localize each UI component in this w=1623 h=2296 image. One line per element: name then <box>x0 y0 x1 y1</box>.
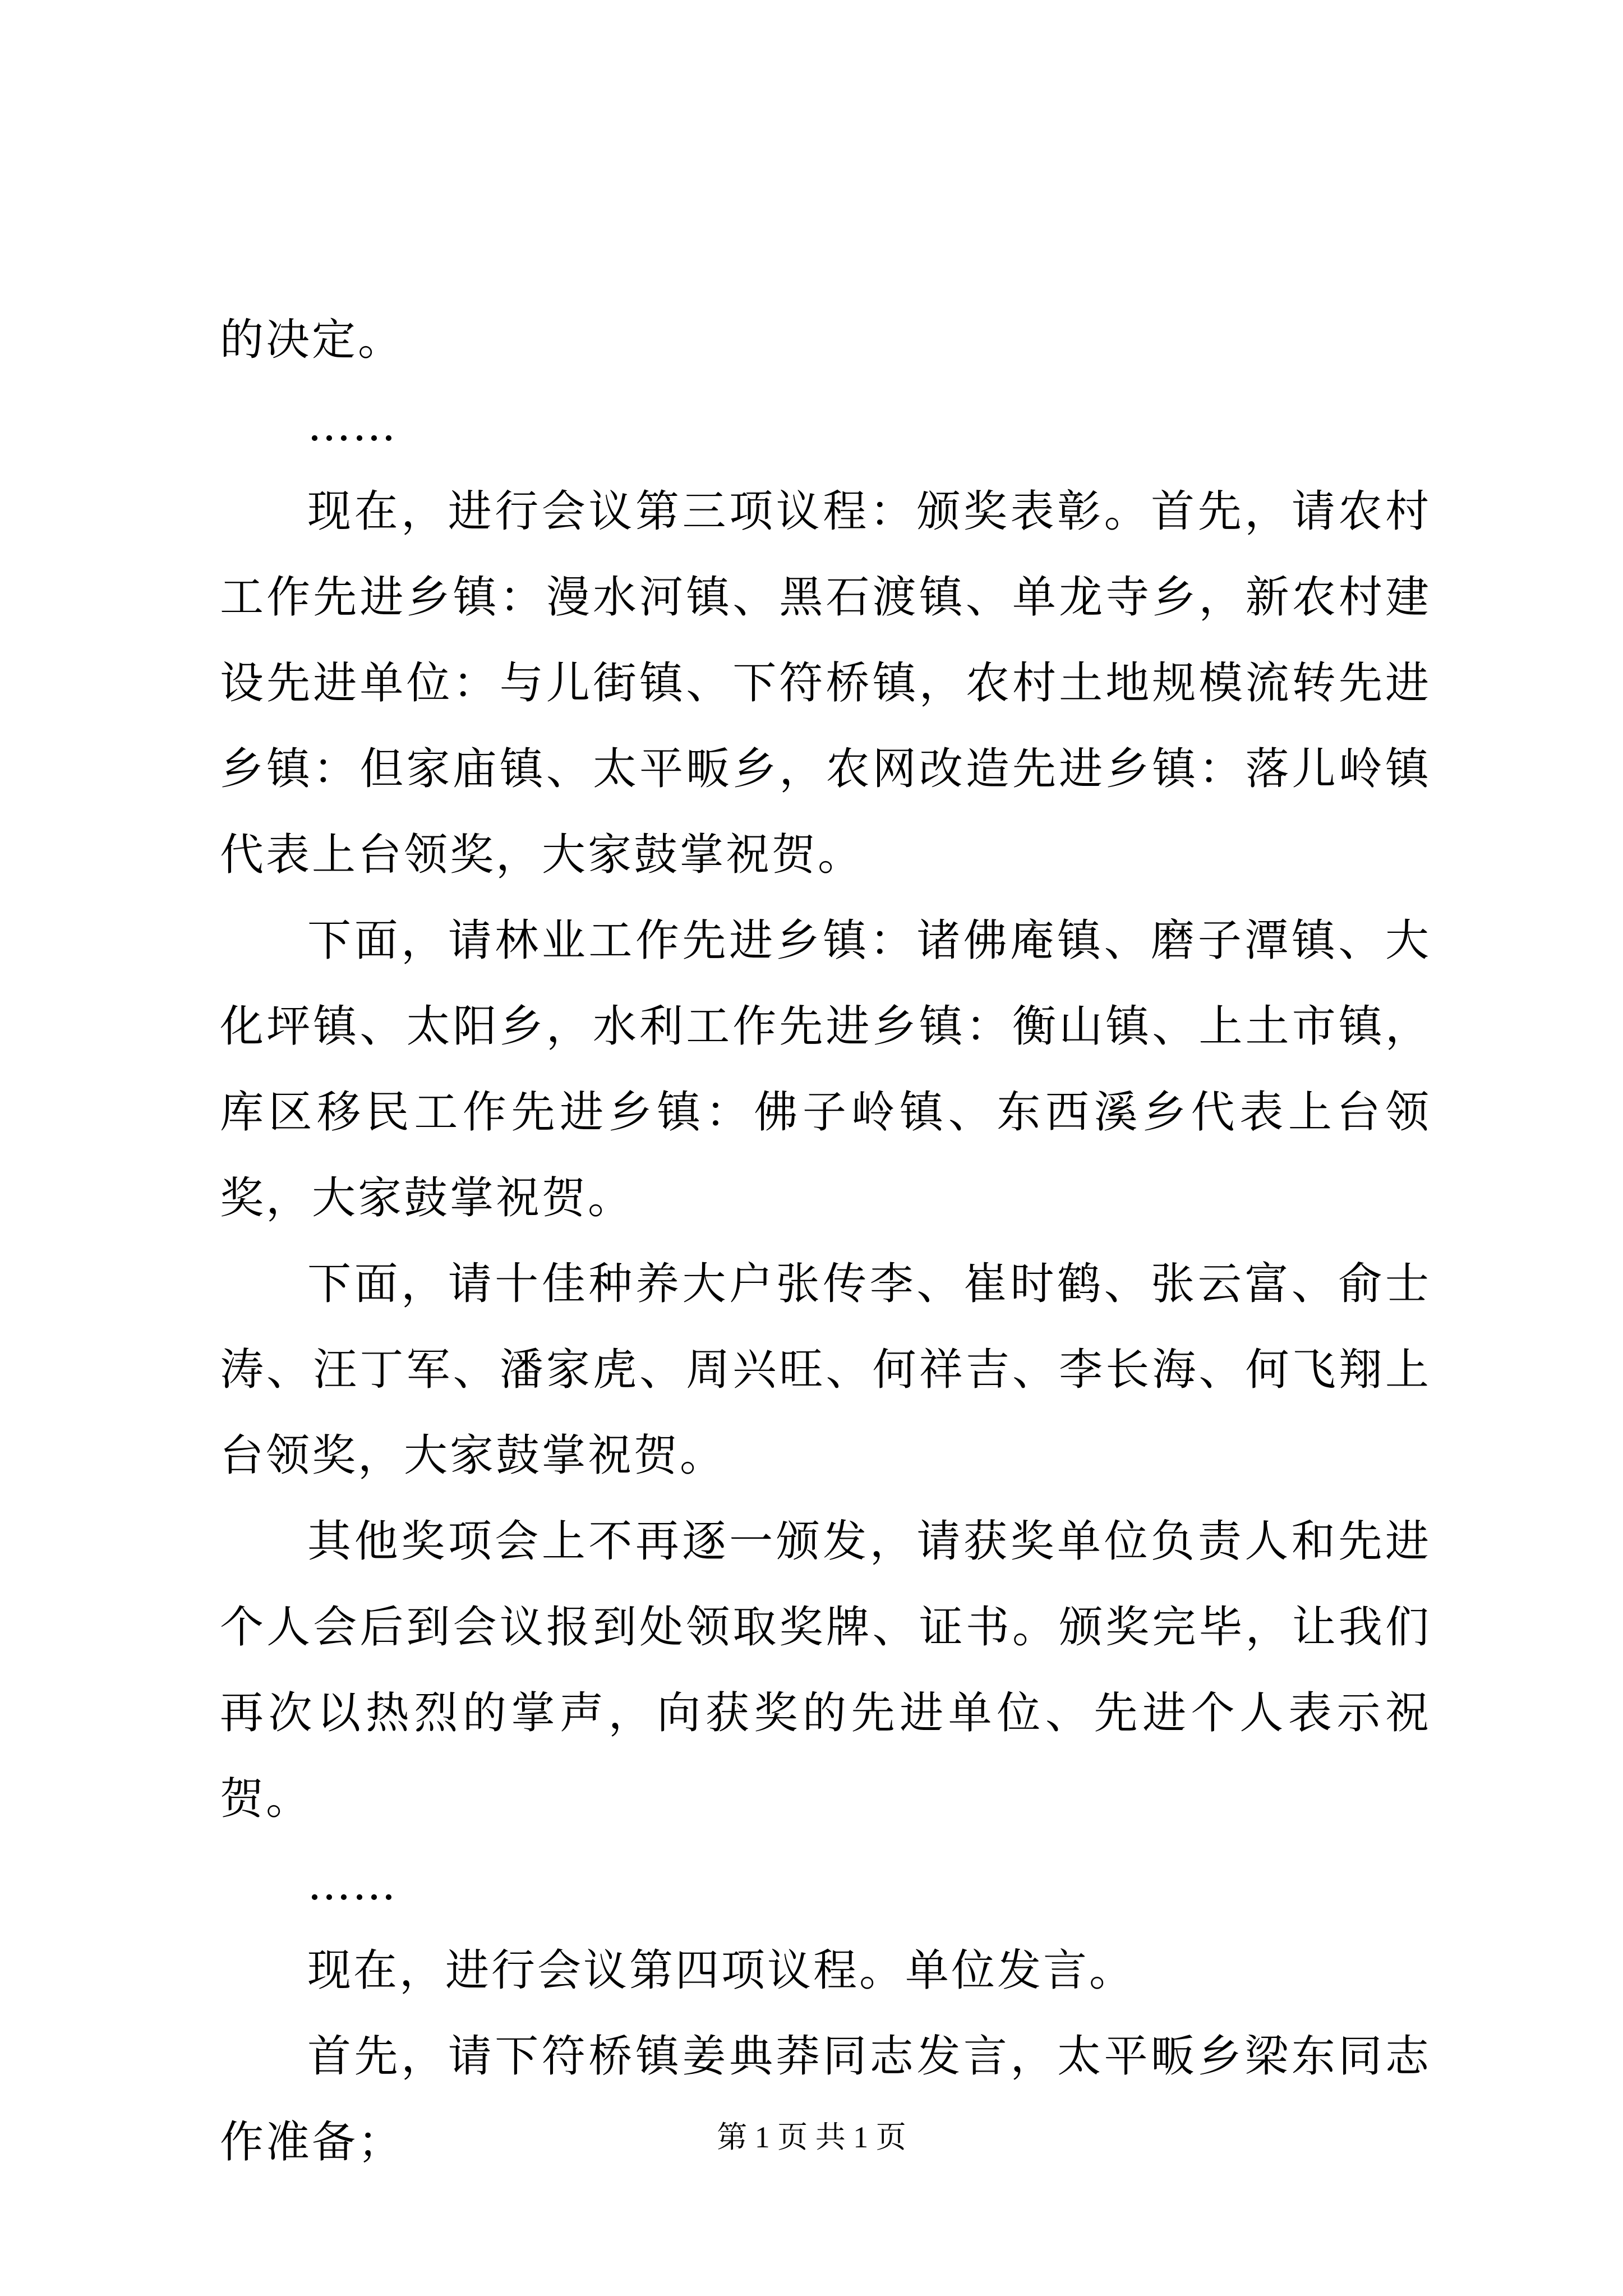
paragraph-forestry-water: 下面，请林业工作先进乡镇：诸佛庵镇、磨子潭镇、大化坪镇、太阳乡，水利工作先进乡镇：衡山镇、上土市镇，库区移民工作先进乡镇：佛子岭镇、东西溪乡代表上台领奖，大家鼓掌祝贺。 <box>220 915 1431 1223</box>
paragraph-top-farmers: 下面，请十佳种养大户张传李、崔时鹤、张云富、俞士涛、汪丁军、潘家虎、周兴旺、何祥吉、李长海、何飞翔上台领奖，大家鼓掌祝贺。 <box>220 1259 1431 1481</box>
document-body <box>220 297 1431 2185</box>
page-number-footer: 第 1 页 共 1 页 <box>717 2120 906 2154</box>
paragraph-ellipsis: …… <box>307 401 397 451</box>
paragraph-agenda-four: 现在，进行会议第四项议程。单位发言。 <box>307 1945 1136 1996</box>
paragraph-other-awards: 其他奖项会上不再逐一颁发，请获奖单位负责人和先进个人会后到会议报到处领取奖牌、证书。颁奖完毕，让我们再次以热烈的掌声，向获奖的先进单位、先进个人表示祝贺。 <box>220 1516 1431 1824</box>
paragraph-first-speaker: 首先，请下符桥镇姜典莽同志发言，太平畈乡梁东同志作准备； <box>220 2031 1431 2168</box>
paragraph-ellipsis: …… <box>307 1860 397 1910</box>
paragraph-agenda-three: 现在，进行会议第三项议程：颁奖表彰。首先，请农村工作先进乡镇：漫水河镇、黑石渡镇、单龙寺乡，新农村建设先进单位：与儿街镇、下符桥镇，农村土地规模流转先进乡镇：但家庙镇、太平畈乡，农网改造先进乡镇：落儿岭镇代表上台领奖，大家鼓掌祝贺。 <box>220 486 1431 880</box>
paragraph-continuation: 的决定。 <box>220 315 404 365</box>
